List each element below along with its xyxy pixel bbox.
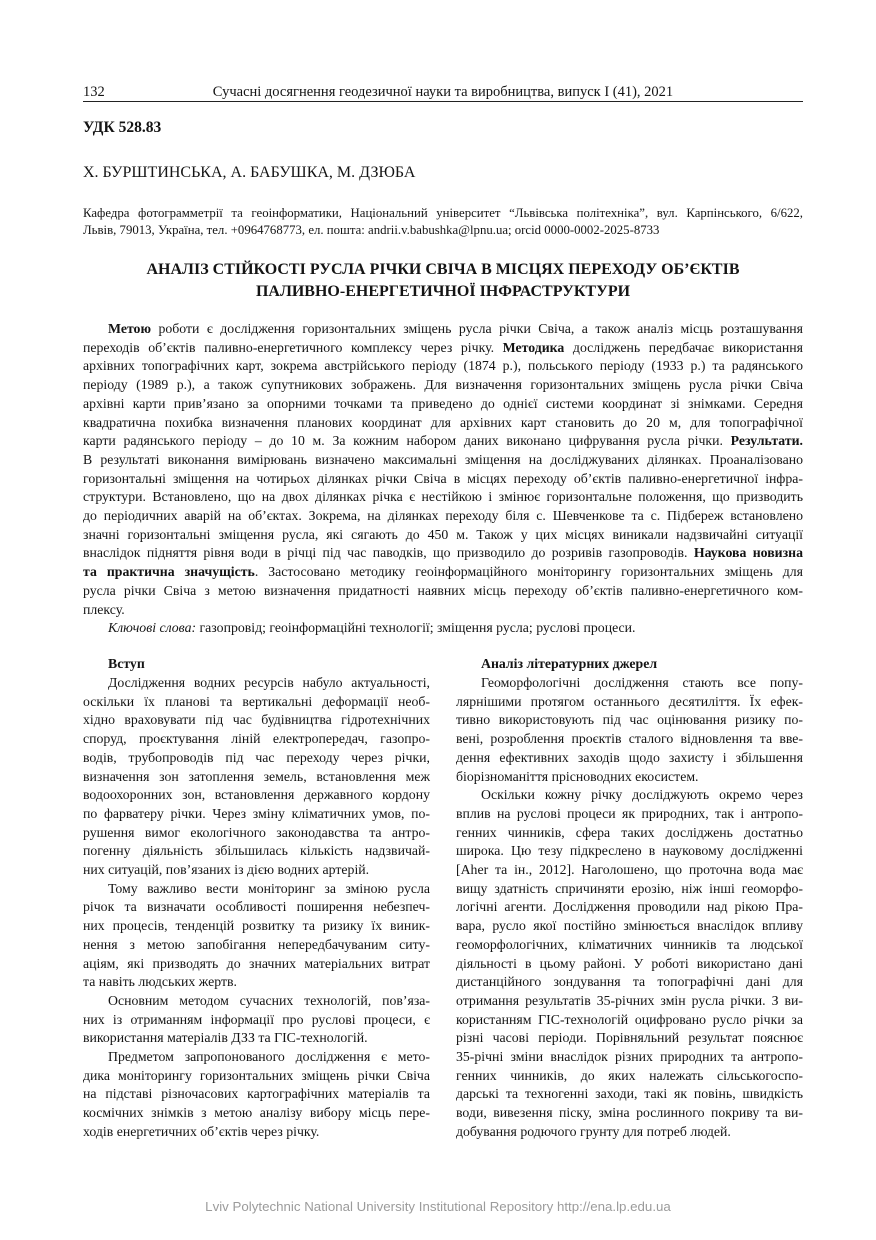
text-line: [Aher та ін., 2012]. Наголошено, що проточна вода має <box>456 862 803 878</box>
text-line: водоохоронних зон, встановлення державного кордону <box>83 787 430 803</box>
running-title: Сучасні досягнення геодезичної науки та виробництва, випуск I (41), 2021 <box>212 84 674 100</box>
keywords-line <box>83 619 803 638</box>
text-line: вищу здатність спричиняти ерозію, ніж інші геоморфо- <box>456 880 803 896</box>
text-line: діяльності в цьому районі. У роботі використано дані <box>456 955 803 971</box>
text-line: погенну діяльність збільшилась кількість надзвичай- <box>83 843 430 859</box>
text-line: генних чинників, сфера таких досліджень достатньо <box>456 824 803 840</box>
text-line: горизонтальні зміщення на чотирьох ділянках річки Свіча в місцях переходу об’єктів паливно-енергетичної інфра- <box>83 470 803 486</box>
text-line: нення з метою запобігання непередбачуваним ситу- <box>83 936 430 952</box>
text-line: квадратична похибка визначення планових координат для архівних карт становить до 20 м, для топографічної <box>83 414 803 430</box>
text-line: дистанційного зондування та топографічні дані для <box>456 974 803 990</box>
text-line: хідно враховувати під час будівництва гідротехнічних <box>83 712 430 728</box>
text-line: вені, розроблення проєктів сталого відновлення та вве- <box>456 731 803 747</box>
text-line: архівних топографічних карт, зокрема австрійського періоду (1874 р.), польського періоду (1933 р.) та радянського <box>83 358 803 374</box>
bold-term: Наукова новизна <box>693 545 804 561</box>
bold-term: Метою <box>108 321 152 336</box>
text-line: аціям, які призводять до значних матеріальних витрат <box>83 955 430 971</box>
section-heading-intro: Вступ <box>108 656 145 671</box>
text-line: геоморфологічних, кліматичних чинників та людської <box>456 936 803 952</box>
header-rule <box>83 101 803 102</box>
text-line: річок та визначати особливості поширення небезпеч- <box>83 899 430 915</box>
udc-code: УДК 528.83 <box>83 119 162 136</box>
text-span: переходів об’єктів паливно-енергетичного комплексу через річку. <box>83 339 503 355</box>
text-line: на підставі різночасових картографічних матеріалів та <box>83 1086 430 1102</box>
text-line: водів, трубопроводів під час переходу через річки, <box>83 749 430 765</box>
text-line: дарські та техногенні заходи, такі як повінь, швидкість <box>456 1086 803 1102</box>
text-line: ходів енергетичних об’єктів через річку. <box>83 1123 320 1139</box>
text-line: дика моніторингу горизонтальних зміщень річки Свіча <box>83 1067 430 1083</box>
text-line: Основним методом сучасних технологій, пов’яза- <box>108 992 430 1008</box>
text-line: використання матеріалів ДЗЗ та ГІС-технологій. <box>83 1030 368 1046</box>
text-line: отримання результатів 35-річних змін русла річки. З ви- <box>456 992 803 1008</box>
text-line: рушення вимог екологічного законодавства та антро- <box>83 824 430 840</box>
intro-body <box>83 674 430 1142</box>
text-line: генних чинників, до яких належать сільськогоспо- <box>456 1067 803 1083</box>
keywords-text: газопровід; геоінформаційні технології; зміщення русла; руслові процеси. <box>196 620 636 636</box>
bold-term: Результати. <box>730 433 803 449</box>
authors: Х. БУРШТИНСЬКА, А. БАБУШКА, М. ДЗЮБА <box>83 164 416 181</box>
text-line: них ситуацій, пов’язаних із дією водних артерій. <box>83 862 370 878</box>
text-line <box>83 563 803 582</box>
repository-footer: Lviv Polytechnic National University Institutional Repository http://ena.lp.edu.ua <box>205 1199 671 1214</box>
text-line: них процесів, тенденцій розвитку та ризику їх виник- <box>83 918 430 934</box>
abstract-body <box>83 320 803 619</box>
title-line: АНАЛІЗ СТІЙКОСТІ РУСЛА РІЧКИ СВІЧА В МІСЦЯХ ПЕРЕХОДУ ОБ’ЄКТІВ <box>146 261 740 278</box>
text-span: . Застосовано методику геоінформаційного моніторингу горизонтальних зміщень для <box>254 564 803 580</box>
text-line <box>83 339 803 358</box>
text-line: 35-річні зміни внаслідок різних природних та антропо- <box>456 1049 803 1065</box>
text-line: та навіть людських жертв. <box>83 974 237 990</box>
page-number: 132 <box>83 84 105 100</box>
literature-column <box>456 653 803 1142</box>
text-line: лярнішими протягом останнього десятиліття. Їх ефек- <box>456 693 803 709</box>
bold-term: Методика <box>502 339 565 355</box>
text-line: дення ефективних заходів щодо захисту і збільшення <box>456 749 803 765</box>
text-line: В результаті виконання вимірювань визначено максимальні зміщення на досліджуваних ділянках. Проаналізовано <box>83 451 803 467</box>
text-line: до періодичних аварій на об’єктах. Зокрема, на ділянках переходу біля с. Шевченкове та с. Підбереж встановлено <box>83 508 803 524</box>
affiliation <box>83 205 803 239</box>
bold-term: та практична значущість <box>83 564 255 580</box>
article-title <box>83 259 803 303</box>
text-line: оскільки їх планові та вертикальні деформації необ- <box>83 693 430 709</box>
text-line: тивно використовують під час оцінювання ризику по- <box>456 712 803 728</box>
text-span: карти радянського періоду – до 10 м. За кожним набором даних виконано цифрування русла річки. <box>83 433 731 449</box>
text-line: значні горизонтальні зміщення русла, які сягають до 450 м. Також у цих місцях виникали надзвичайні ситуації <box>83 526 803 542</box>
text-line: архівні карти прив’язано за опорними точками та приведено до однієї системи координат зі знімками. Середня <box>83 395 803 411</box>
abstract <box>83 320 803 638</box>
text-line: Оскільки кожну річку досліджують окремо через <box>481 787 803 803</box>
text-line: води, вивезення піску, зміна рослинного покриву та ви- <box>456 1105 803 1121</box>
affiliation-line: Кафедра фотограмметрії та геоінформатики, Національний університет “Львівська політехніка”, вул. Карпінського, 6/622, <box>83 206 803 220</box>
text-line <box>83 544 803 563</box>
text-line: по фарватеру річки. Через зміну кліматичних умов, по- <box>83 805 430 821</box>
text-line: плексу. <box>83 601 125 617</box>
text-line: користанням ГІС-технологій оцифровано русло річки за <box>456 1011 803 1027</box>
text-span: досліджень передбачає використання <box>564 339 803 355</box>
text-line <box>83 320 803 339</box>
text-span: роботи є дослідження горизонтальних зміщень русла річки Свіча, а також аналіз місць розташування <box>151 321 803 336</box>
text-line: біорізноманіття прісноводних екосистем. <box>456 768 699 784</box>
text-line: широка. Цю тезу підкреслено в науковому дослідженні <box>456 843 803 859</box>
text-line: Тому важливо вести моніторинг за зміною русла <box>108 880 430 896</box>
keywords-label: Ключові слова: <box>108 620 197 636</box>
text-line: логічні агенти. Дослідження проводили над рікою Пра- <box>456 899 803 915</box>
title-line: ПАЛИВНО-ЕНЕРГЕТИЧНОЇ ІНФРАСТРУКТУРИ <box>255 283 631 300</box>
text-line: космічних знімків з метою аналізу вибору місць пере- <box>83 1105 430 1121</box>
text-line: різні часові періоди. Порівняльний результат пояснює <box>456 1030 803 1046</box>
text-line: русла річки Свіча з метою визначення придатності наявних місць переходу об’єктів паливно-енергетичного ком- <box>83 582 803 598</box>
text-line: Дослідження водних ресурсів набуло актуальності, <box>108 675 430 690</box>
text-line: періоду (1989 р.), а також супутникових зображень. Для визначення горизонтальних зміщень русла річки Свіча <box>83 377 803 393</box>
text-line: вара, русло якої постійно змінюється внаслідок впливу <box>456 918 803 934</box>
text-line: споруд, проєктування ліній електропередач, газопро- <box>83 731 430 747</box>
text-line <box>83 432 803 451</box>
text-line: добування родючого грунту для потреб людей. <box>456 1123 731 1139</box>
text-line: структури. Встановлено, що на двох ділянках річка є нестійкою і змінює горизонтальне положення, що призводить <box>83 489 803 505</box>
section-heading-literature: Аналіз літературних джерел <box>481 656 658 671</box>
text-line: визначення зон затоплення земель, встановлення меж <box>83 768 430 784</box>
text-line: Геоморфологічні дослідження стають все попу- <box>481 675 803 690</box>
literature-body <box>456 674 803 1142</box>
intro-column <box>83 653 430 1142</box>
text-line: Предметом запропонованого дослідження є мето- <box>108 1049 430 1065</box>
text-line: вплив на руслові процеси як природних, так і антропо- <box>456 805 803 821</box>
text-span: внаслідок підняття рівня води в річці під час паводків, що призводило до розривів газопроводів. <box>83 545 694 561</box>
affiliation-line: Львів, 79013, Україна, тел. +0964768773, ел. пошта: andrii.v.babushka@lpnu.ua; orcid 0000-0002-2025-8733 <box>83 223 660 237</box>
text-line: них із отриманням інформації про руслові процеси, є <box>83 1011 430 1027</box>
